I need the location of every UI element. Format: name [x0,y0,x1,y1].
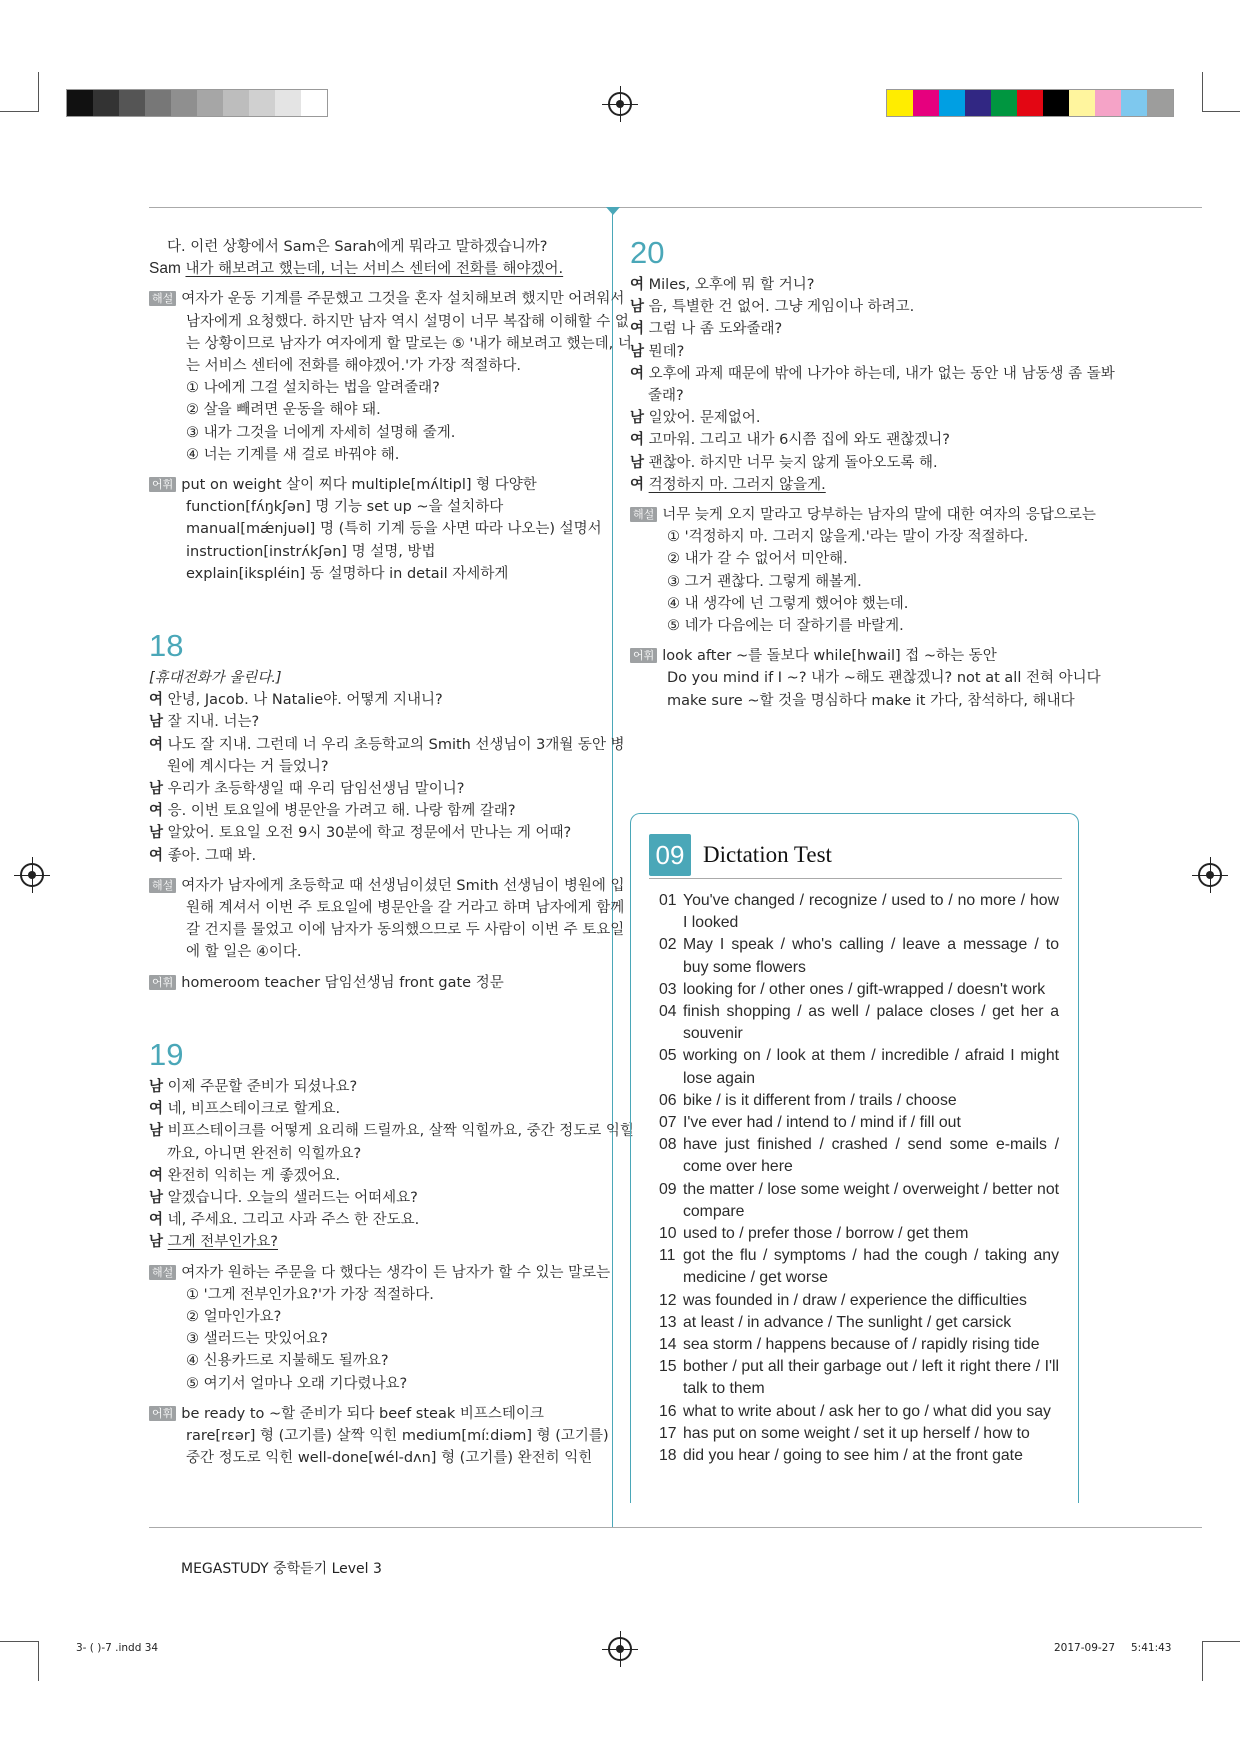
question-number: 18 [149,628,184,664]
speaker-label: 여 [630,277,645,293]
question-number: 19 [149,1036,184,1072]
dictation-item-number: 15 [659,1358,677,1376]
dictation-item-text: at least / in advance / The sunlight / get carsick [683,1313,1012,1331]
dialogue-line: 안녕, Jacob. 나 Natalie야. 어떻게 지내니? [167,692,443,709]
dictation-item-text: May I speak / who's calling / leave a message / to buy some flowers [683,936,1059,976]
dictation-item-number: 05 [659,1047,677,1065]
speaker-label: 여 [630,321,645,338]
speaker-label: 남 [149,825,164,842]
dictation-test-box [630,813,1079,1503]
dictation-item-text: has put on some weight / set it up herself / how to [683,1424,1030,1442]
dialogue-line: 뭔데? [648,343,685,360]
vocab-tag: 어휘 [149,975,176,990]
dialogue-line: 나도 잘 지내. 그런데 너 우리 초등학교의 Smith 선생님이 3개월 동안 병 [167,736,625,753]
color-calibration-bar [886,89,1174,117]
speaker-label: 여 [149,736,164,753]
explain-line: 원해 계셔서 이번 주 토요일에 병문안을 갈 거라고 하며 남자에게 함께 [186,900,625,917]
option-line: ③ 내가 그것을 너에게 자세히 설명해 줄게. [186,424,456,441]
vocab-tag: 어휘 [149,1406,176,1421]
dialogue-line: 알겠습니다. 오늘의 샐러드는 어떠세요? [167,1189,418,1206]
dictation-item-text: looking for / other ones / gift-wrapped / doesn't work [683,980,1046,998]
left-column [149,236,634,1469]
dialogue-line: 응. 이번 토요일에 병문안을 가려고 해. 나랑 함께 갈래? [167,803,516,820]
option-line: ② 살을 빼려면 운동을 해야 돼. [186,402,381,419]
option-line: ② 내가 갈 수 없어서 미안해. [667,551,848,568]
q17-answer-line [149,258,599,280]
vocab-line: homeroom teacher 담임선생님 front gate 정문 [181,974,504,991]
vocab-line: manual[mǽnjuəl] 명 (특히 기계 등을 사면 따라 나오는) 설명서 [186,521,602,538]
dictation-item-text: finish shopping / as well / palace closes / get her a souvenir [683,1003,1059,1043]
stage-direction: [휴대전화가 울린다.] [149,670,282,687]
dictation-item [659,1423,1059,1445]
option-line: ④ 신용카드로 지불해도 될까요? [186,1353,389,1370]
registration-mark-icon [608,1637,632,1661]
q20-explanation [630,504,1096,637]
speaker-label: 여 [149,1167,164,1184]
dictation-item-number: 11 [659,1247,676,1265]
q18-explanation [149,875,625,964]
q17-answer: 내가 해보려고 했는데, 너는 서비스 센터에 전화를 해야겠어. [185,261,564,278]
dictation-item-number: 06 [659,1091,677,1109]
crop-mark [0,1641,38,1642]
dialogue-line: 네, 비프스테이크로 할게요. [167,1101,341,1118]
speaker-label: 여 [149,1212,164,1229]
dictation-item-text: working on / look at them / incredible / afraid I might lose again [683,1047,1059,1087]
speaker-label: 여 [149,692,164,709]
vocab-line: function[fʌ́ŋkʃən] 명 기능 set up ~을 설치하다 [186,499,504,516]
dictation-header [649,834,832,876]
dictation-item-number: 16 [659,1402,677,1420]
dictation-item-number: 12 [659,1291,677,1309]
crop-mark [1202,111,1240,112]
dictation-item [659,1134,1059,1178]
crop-mark [1202,72,1203,112]
dictation-item [659,1356,1059,1400]
explain-tag: 해설 [630,507,657,522]
dialogue-line: 오후에 과제 때문에 밖에 나가야 하는데, 내가 없는 동안 내 남동생 좀 돌봐 [648,365,1115,382]
dictation-item-text: bike / is it different from / trails / choose [683,1091,957,1109]
explain-line: 갈 건지를 물었고 이에 남자가 동의했으므로 두 사람이 이번 주 토요일 [186,922,625,939]
explain-line: 여자가 원하는 주문을 다 했다는 생각이 든 남자가 할 수 있는 말로는 [181,1264,611,1281]
option-line: ② 얼마인가요? [186,1308,282,1325]
dictation-item [659,1312,1059,1334]
dialogue-line: 걱정하지 마. 그러지 않을게. [648,476,826,493]
registration-mark-icon [20,863,44,887]
q19-vocabulary [149,1403,609,1470]
right-column [630,235,1115,712]
dictation-item-text: used to / prefer those / borrow / get them [683,1225,969,1243]
vocab-line: put on weight 살이 찌다 multiple[mʌ́ltipl] 형 다양한 [181,477,537,494]
dictation-item [659,1045,1059,1089]
option-line: ⑤ 네가 다음에는 더 잘하기를 바랄게. [667,618,904,635]
registration-mark-icon [608,92,632,116]
vocab-line: look after ~를 돌보다 while[hwail] 접 ~하는 동안 [662,648,997,665]
dialogue-line: 고마워. 그리고 내가 6시쯤 집에 와도 괜찮겠니? [648,432,950,449]
q20-vocabulary [630,645,1101,712]
option-line: ① 나에게 그걸 설치하는 법을 알려줄래? [186,380,440,397]
vocab-tag: 어휘 [149,477,176,492]
dialogue-line: 일았어. 문제없어. [648,410,761,427]
speaker-label: 여 [149,847,164,864]
column-marker-icon [606,207,620,215]
dictation-item-number: 09 [659,1180,677,1198]
dialogue-line: 줄래? [648,388,684,405]
dictation-item-number: 13 [659,1313,677,1331]
dictation-item-number: 08 [659,1136,677,1154]
explain-tag: 해설 [149,291,176,306]
dialogue-line: 까요, 아니면 완전히 익힐까요? [167,1145,362,1162]
speaker-label: 여 [630,432,645,449]
dialogue-line: 잘 지내. 너는? [167,714,260,731]
vocab-line: rare[rɛər] 형 (고기를) 살짝 익힌 medium[míːdiəm] 형 (고기를) [186,1427,609,1444]
dialogue-line: 원에 계시다는 거 들었니? [167,758,329,775]
speaker-label: Sam [149,260,181,278]
dictation-item-number: 18 [659,1447,677,1465]
dictation-item [659,1090,1059,1112]
dialogue-line: 괜찮아. 하지만 너무 늦지 않게 돌아오도록 해. [648,454,938,471]
option-line: ④ 내 생각에 넌 그렇게 했어야 했는데. [667,595,909,612]
option-line: ④ 너는 기계를 새 걸로 바꿔야 해. [186,446,400,463]
dialogue-line: 그게 전부인가요? [167,1234,278,1251]
dialogue-line: 이제 주문할 준비가 되셨나요? [167,1078,358,1095]
speaker-label: 남 [149,1189,164,1206]
dictation-item-number: 03 [659,980,677,998]
speaker-label: 남 [149,781,164,798]
dictation-item-number: 17 [659,1424,677,1442]
footer-time: 5:41:43 [1131,1642,1172,1654]
bottom-rule [149,1527,1202,1528]
dictation-item-text: sea storm / happens because of / rapidly rising tide [683,1336,1040,1354]
dictation-item [659,890,1059,934]
explain-line: 는 서비스 센터에 전화를 해야겠어.'가 가장 적절하다. [186,358,522,375]
dialogue-line: 비프스테이크를 어떻게 요리해 드릴까요, 살짝 익힐까요, 중간 정도로 익힐 [167,1123,634,1140]
dictation-item-number: 14 [659,1336,677,1354]
q20-dialogue [630,274,1115,496]
vocab-line: explain[ikspléin] 동 설명하다 in detail 자세하게 [186,565,509,582]
dictation-item-text: You've changed / recognize / used to / no more / how I looked [683,892,1059,932]
explain-line: 여자가 남자에게 초등학교 때 선생님이셨던 Smith 선생님이 병원에 입 [181,877,625,894]
registration-mark-icon [1198,863,1222,887]
dialogue-line: 음, 특별한 건 없어. 그냥 게임이나 하려고. [648,299,915,316]
explain-tag: 해설 [149,878,176,893]
dictation-item-number: 02 [659,936,677,954]
dictation-item-number: 04 [659,1003,677,1021]
option-line: ① '걱정하지 마. 그러지 않을게.'라는 말이 가장 적절하다. [667,529,1029,546]
grayscale-calibration-bar [66,89,328,117]
dialogue-line: 완전히 익히는 게 좋겠어요. [167,1167,341,1184]
explain-line: 에 할 일은 ④이다. [186,944,302,961]
dictation-number-badge: 09 [649,834,691,876]
dictation-item-text: the matter / lose some weight / overweight / better not compare [683,1180,1059,1220]
dictation-item [659,1223,1059,1245]
dictation-item [659,934,1059,978]
option-line: ① '그게 전부인가요?'가 가장 적절하다. [186,1286,434,1303]
explain-line: 는 상황이므로 남자가 여자에게 할 말로는 ⑤ '내가 해보려고 했는데, 너 [186,335,632,352]
option-line: ⑤ 여기서 얼마나 오래 기다렸나요? [186,1375,408,1392]
dictation-item [659,1179,1059,1223]
option-line: ③ 샐러드는 맛있어요? [186,1331,328,1348]
q19-dialogue [149,1076,634,1254]
speaker-label: 남 [630,410,645,427]
q19-explanation [149,1262,611,1395]
vocab-line: Do you mind if I ~? 내가 ~해도 괜찮겠니? not at all 전혀 아니다 [667,670,1101,687]
q17-explanation [149,288,632,466]
dialogue-line: 알았어. 토요일 오전 9시 30분에 학교 정문에서 만나는 게 어때? [167,825,572,842]
explain-tag: 해설 [149,1265,176,1280]
crop-mark [0,111,38,112]
vocab-tag: 어휘 [630,648,657,663]
dictation-list [659,890,1059,1467]
speaker-label: 남 [149,714,164,731]
explain-line: 너무 늦게 오지 말라고 당부하는 남자의 말에 대한 여자의 응답으로는 [662,507,1096,524]
column-divider [612,207,613,1527]
question-number: 20 [630,235,665,270]
q18-vocabulary [149,972,599,994]
speaker-label: 여 [630,365,645,382]
speaker-label: 남 [630,299,645,316]
dictation-item [659,1001,1059,1045]
top-rule [149,207,1202,208]
dictation-item-text: I've ever had / intend to / mind if / fill out [683,1114,961,1132]
dictation-rule [649,878,1062,879]
vocab-line: be ready to ~할 준비가 되다 beef steak 비프스테이크 [181,1405,544,1422]
dictation-item-text: bother / put all their garbage out / left it right there / I'll talk to them [683,1358,1059,1398]
dialogue-line: 좋아. 그때 봐. [167,847,257,864]
dialogue-line: Miles, 오후에 뭐 할 거니? [648,277,815,293]
explain-line: 여자가 운동 기계를 주문했고 그것을 혼자 설치해보려 했지만 어려워서 [181,291,625,308]
vocab-line: instruction[instrʌ́kʃən] 명 설명, 방법 [186,543,436,560]
option-line: ③ 그거 괜찮다. 그렇게 해볼게. [667,573,862,590]
q17-vocabulary [149,474,602,585]
dialogue-line: 그럼 나 좀 도와줄래? [648,321,783,338]
dialogue-line: 우리가 초등학생일 때 우리 담임선생님 말이니? [167,781,465,798]
dictation-item [659,979,1059,1001]
speaker-label: 남 [149,1078,164,1095]
footer-brand: MEGASTUDY 중학듣기 Level 3 [181,1561,382,1577]
dictation-item [659,1245,1059,1289]
speaker-label: 여 [149,1101,164,1118]
footer-date: 2017-09-27 [1054,1642,1116,1654]
dictation-item [659,1290,1059,1312]
dictation-item-text: have just finished / crashed / send some e-mails / come over here [683,1136,1059,1176]
q18-dialogue [149,689,625,867]
speaker-label: 여 [630,476,645,493]
dictation-item [659,1334,1059,1356]
footer-filename: 3- ( )-7 .indd 34 [76,1642,159,1654]
crop-mark [38,72,39,112]
vocab-line: make sure ~할 것을 명심하다 make it 가다, 참석하다, 해내다 [667,692,1075,709]
dictation-item-text: was founded in / draw / experience the difficulties [683,1291,1027,1309]
dictation-item-text: did you hear / going to see him / at the front gate [683,1447,1023,1465]
dictation-item [659,1112,1059,1134]
dictation-item-number: 07 [659,1114,677,1132]
dictation-item-text: got the flu / symptoms / had the cough / taking any medicine / get worse [683,1247,1059,1287]
speaker-label: 남 [630,454,645,471]
dictation-item-number: 01 [659,892,677,909]
speaker-label: 남 [630,343,645,360]
crop-mark [1202,1641,1240,1642]
explain-line: 남자에게 요청했다. 하지만 남자 역시 설명이 너무 복잡해 이해할 수 없 [186,313,629,330]
dictation-item-text: what to write about / ask her to go / what did you say [683,1402,1051,1420]
dialogue-line: 네, 주세요. 그리고 사과 주스 한 잔도요. [167,1212,420,1229]
crop-mark [38,1641,39,1681]
speaker-label: 남 [149,1123,164,1140]
q17-question-line: 다. 이런 상황에서 Sam은 Sarah에게 뭐라고 말하겠습니까? [167,239,548,255]
dictation-item [659,1445,1059,1467]
speaker-label: 남 [149,1234,164,1251]
dictation-item-number: 10 [659,1225,677,1243]
crop-mark [1202,1641,1203,1681]
dictation-title: Dictation Test [703,842,832,867]
vocab-line: 중간 정도로 익힌 well-done[wél-dʌn] 형 (고기를) 완전히 익힌 [186,1450,593,1467]
speaker-label: 여 [149,803,164,820]
dictation-item [659,1401,1059,1423]
